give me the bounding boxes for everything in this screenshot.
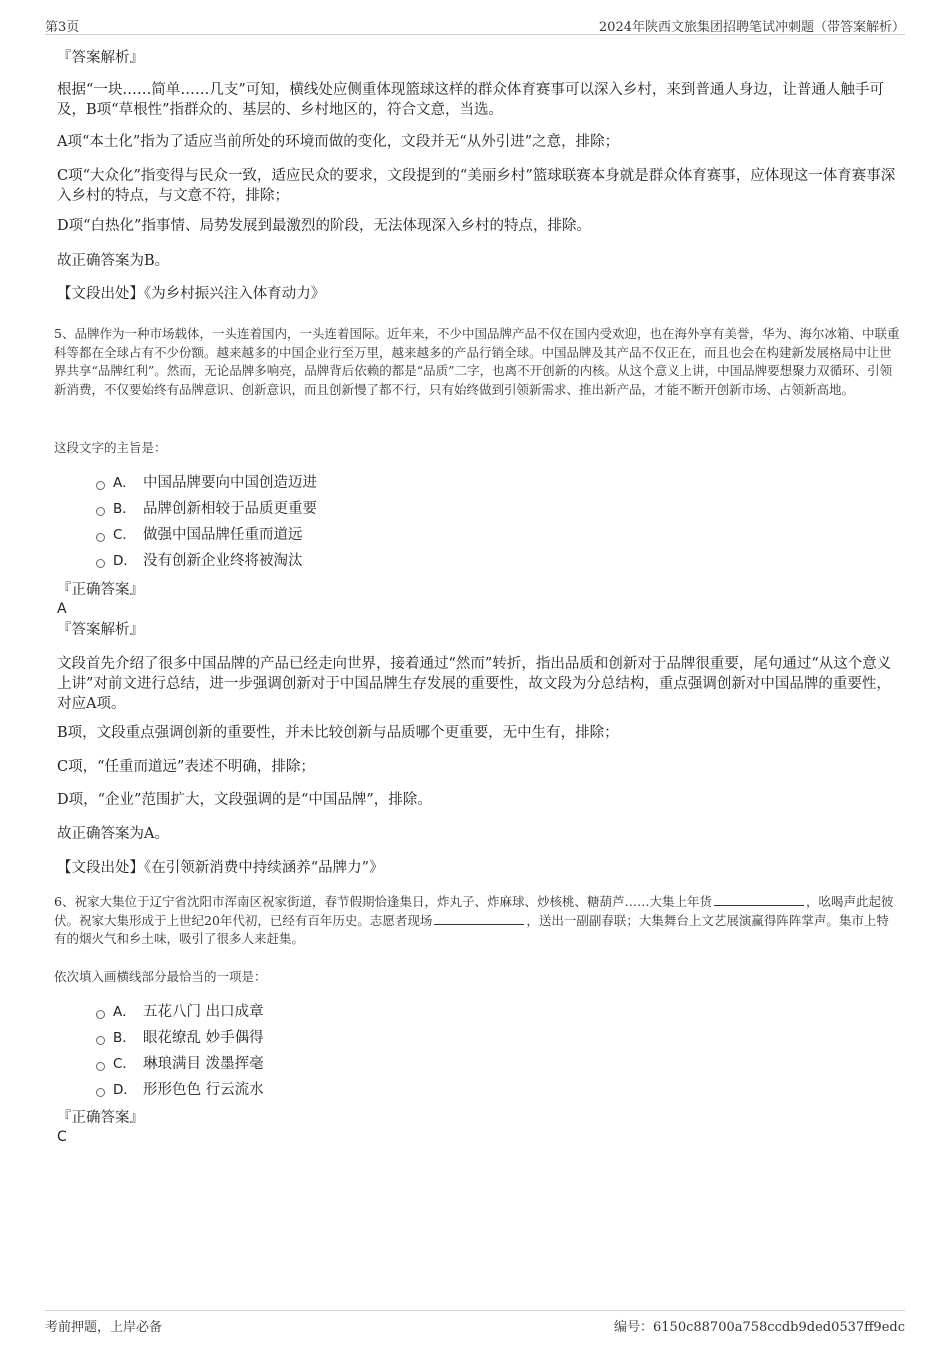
option-letter: B． [113,1030,136,1046]
option-text: 做强中国品牌任重而道远 [143,527,303,543]
option-letter: C． [113,527,136,543]
radio-button[interactable] [96,1062,105,1071]
q5-correct-tag: 『正确答案』 [57,582,144,598]
fill-blank-2[interactable] [434,912,524,925]
q5-analysis-tag: 『答案解析』 [57,622,144,638]
q6-stem-part-2: ，吆喝声此起彼伏。祝家大集形成于上世纪20年代初，已经有百年历史。志愿者现场 [54,894,894,928]
option-text: 品牌创新相较于品质更重要 [143,501,317,517]
footer-slogan: 考前押题，上岸必备 [45,1320,163,1335]
q5-analysis-p5: 故正确答案为A。 [57,826,169,842]
q6-option-a[interactable] [96,1002,264,1022]
option-letter: D． [113,1082,137,1098]
fill-blank-1[interactable] [714,893,804,906]
q4-analysis-p3: C项“大众化”指变得与民众一致，适应民众的要求，文段提到的“美丽乡村”篮球联赛本身就是群众体育赛事，应体现这一体育赛事深入乡村的特点，与文意不符，排除； [57,168,896,204]
q4-analysis-tag: 『答案解析』 [57,50,144,66]
q5-analysis-p1: 文段首先介绍了很多中国品牌的产品已经走向世界，接着通过“然而”转折，指出品质和创新对于品牌很重要，尾句通过“从这个意义上讲”对前文进行总结，进一步强调创新对于中国品牌生存发展的重要性，故文段为分总结构，重点强调创新对中国品牌的重要性，对应A项。 [57,656,892,712]
q6-option-b[interactable] [96,1028,264,1048]
page-footer [45,1310,905,1335]
q5-correct-answer: A [57,601,67,617]
option-text: 琳琅满目 泼墨挥毫 [143,1056,264,1072]
q4-analysis-p1: 根据“一块……简单……几支”可知，横线处应侧重体现篮球这样的群众体育赛事可以深入乡村，来到普通人身边，让普通人触手可及，B项“草根性”指群众的、基层的、乡村地区的，符合文意，当选。 [57,82,884,118]
q5-analysis-p3: C项，“任重而道远”表述不明确，排除； [57,759,315,775]
q6-question: 依次填入画横线部分最恰当的一项是： [54,969,267,984]
option-letter: B． [113,501,136,517]
radio-button[interactable] [96,507,105,516]
q4-analysis-p2: A项“本土化”指为了适应当前所处的环境而做的变化，文段并无“从外引进”之意，排除； [57,134,620,150]
radio-button[interactable] [96,1088,105,1097]
q6-option-d[interactable] [96,1080,264,1100]
option-text: 眼花缭乱 妙手偶得 [143,1030,264,1046]
q5-analysis-p4: D项，“企业”范围扩大，文段强调的是“中国品牌”，排除。 [57,792,432,808]
radio-button[interactable] [96,1010,105,1019]
q5-option-b[interactable] [96,499,317,519]
page-header [45,14,905,35]
option-letter: A． [113,475,136,491]
option-text: 没有创新企业终将被淘汰 [143,553,303,569]
option-text: 五花八门 出口成章 [143,1004,264,1020]
document-id: 编号：6150c88700a758ccdb9ded0537ff9edc [614,1320,905,1335]
option-letter: C． [113,1056,136,1072]
radio-button[interactable] [96,533,105,542]
q6-correct-answer: C [57,1129,67,1145]
q5-analysis-p2: B项，文段重点强调创新的重要性，并未比较创新与品质哪个更重要，无中生有，排除； [57,725,619,741]
option-text: 中国品牌要向中国创造迈进 [143,475,317,491]
q5-option-a[interactable] [96,473,317,493]
q5-option-c[interactable] [96,525,303,545]
q5-question: 这段文字的主旨是： [54,440,167,455]
q5-source: 【文段出处】《在引领新消费中持续涵养“品牌力”》 [57,860,384,876]
q4-analysis-p5: 故正确答案为B。 [57,253,170,269]
q6-stem-part-1: 6、祝家大集位于辽宁省沈阳市浑南区祝家街道，春节假期恰逢集日，炸丸子、炸麻球、炒核桃、糖葫芦……大集上年货 [54,894,712,909]
option-letter: D． [113,553,137,569]
option-text: 形形色色 行云流水 [143,1082,264,1098]
radio-button[interactable] [96,481,105,490]
q6-stem [54,893,900,949]
radio-button[interactable] [96,1036,105,1045]
q5-stem: 5、品牌作为一种市场载体，一头连着国内，一头连着国际。近年来，不少中国品牌产品不仅在国内受欢迎，也在海外享有美誉，华为、海尔冰箱、中联重科等都在全球占有不少份额。越来越多的中国企业行至万里，越来越多的产品行销全球。中国品牌及其产品不仅正在，而且也会在构建新发展格局中让世界共享“品牌红利”。然而，无论品牌多响亮，品牌背后依赖的都是“品质”二字，也离不开创新的内核。从这个意义上讲，中国品牌要想聚力双循环、引领新消费，不仅要始终有品牌意识、创新意识，而且创新慢了都不行，只有始终做到引领新需求、推出新产品，才能不断开创新市场、占领新高地。 [54,326,900,397]
q5-option-d[interactable] [96,551,303,571]
document-title: 2024年陕西文旅集团招聘笔试冲刺题（带答案解析） [598,20,905,35]
q6-correct-tag: 『正确答案』 [57,1110,144,1126]
q4-analysis-p4: D项“白热化”指事情、局势发展到最激烈的阶段，无法体现深入乡村的特点，排除。 [57,218,591,234]
q4-source: 【文段出处】《为乡村振兴注入体育动力》 [57,286,326,302]
radio-button[interactable] [96,559,105,568]
q6-option-c[interactable] [96,1054,264,1074]
q6-stem-part-3: ，送出一副副春联；大集舞台上文艺展演赢得阵阵掌声。集市上特有的烟火气和乡土味，吸引了很多人来赶集。 [54,912,889,946]
page-number: 第3页 [45,20,80,35]
option-letter: A． [113,1004,136,1020]
